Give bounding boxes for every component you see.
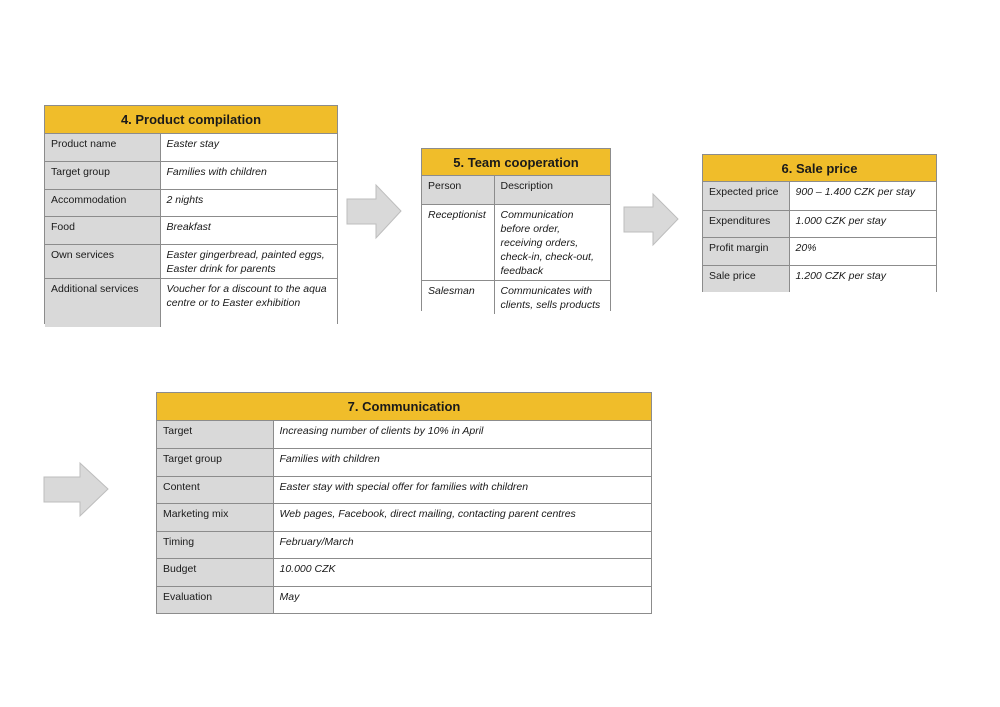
table-row <box>45 189 337 216</box>
table-row <box>157 476 651 503</box>
sale-price-table <box>703 182 936 292</box>
flow-arrow-icon <box>345 183 403 240</box>
row-value: Breakfast <box>160 216 337 244</box>
table-row <box>45 161 337 189</box>
table-row <box>45 134 337 161</box>
product-compilation-table <box>45 134 337 327</box>
row-value: 1.000 CZK per stay <box>789 210 936 237</box>
row-value: Web pages, Facebook, direct mailing, contacting parent centres <box>273 503 651 531</box>
table-row <box>422 280 610 314</box>
row-value: Easter stay with special offer for families with children <box>273 476 651 503</box>
row-label: Target group <box>45 161 160 189</box>
row-value: 20% <box>789 237 936 265</box>
table-row <box>45 244 337 278</box>
column-header-person: Person <box>422 176 494 204</box>
row-label: Expenditures <box>703 210 789 237</box>
row-label: Expected price <box>703 182 789 210</box>
row-label: Food <box>45 216 160 244</box>
table-row <box>45 216 337 244</box>
table-row <box>157 586 651 613</box>
product-compilation-box <box>44 105 338 324</box>
column-header-description: Description <box>494 176 610 204</box>
flow-arrow-icon <box>42 461 110 518</box>
row-person: Receptionist <box>422 204 494 280</box>
row-value: Increasing number of clients by 10% in April <box>273 421 651 448</box>
table-row <box>157 421 651 448</box>
row-label: Profit margin <box>703 237 789 265</box>
row-label: Timing <box>157 531 273 558</box>
table-row <box>703 265 936 292</box>
communication-box <box>156 392 652 614</box>
table-row <box>45 278 337 327</box>
row-value: Families with children <box>160 161 337 189</box>
row-label: Target group <box>157 448 273 476</box>
table-row <box>703 182 936 210</box>
row-value: Families with children <box>273 448 651 476</box>
communication-table <box>157 421 651 613</box>
sale-price-box <box>702 154 937 292</box>
row-value: 900 – 1.400 CZK per stay <box>789 182 936 210</box>
row-value: May <box>273 586 651 613</box>
row-label: Budget <box>157 558 273 586</box>
table-row <box>157 531 651 558</box>
row-value: Easter stay <box>160 134 337 161</box>
table-row <box>703 237 936 265</box>
flow-arrow-icon <box>622 192 680 247</box>
row-value: 2 nights <box>160 189 337 216</box>
row-value: February/March <box>273 531 651 558</box>
team-cooperation-table <box>422 176 610 314</box>
row-description: Communicates with clients, sells products <box>494 280 610 314</box>
row-value: Easter gingerbread, painted eggs, Easter drink for parents <box>160 244 337 278</box>
row-label: Evaluation <box>157 586 273 613</box>
table-row <box>157 503 651 531</box>
row-label: Sale price <box>703 265 789 292</box>
table-row <box>157 558 651 586</box>
table-row <box>703 210 936 237</box>
row-label: Accommodation <box>45 189 160 216</box>
table-row <box>157 448 651 476</box>
row-person: Salesman <box>422 280 494 314</box>
row-label: Additional services <box>45 278 160 327</box>
sale-price-title: 6. Sale price <box>703 155 936 182</box>
table-row <box>422 204 610 280</box>
communication-title: 7. Communication <box>157 393 651 421</box>
row-label: Target <box>157 421 273 448</box>
table-header-row <box>422 176 610 204</box>
row-description: Communication before order, receiving orders, check-in, check-out, feedback <box>494 204 610 280</box>
row-label: Own services <box>45 244 160 278</box>
product-compilation-title: 4. Product compilation <box>45 106 337 134</box>
row-value: 1.200 CZK per stay <box>789 265 936 292</box>
row-label: Content <box>157 476 273 503</box>
row-value: Voucher for a discount to the aqua centre or to Easter exhibition <box>160 278 337 327</box>
row-label: Product name <box>45 134 160 161</box>
row-value: 10.000 CZK <box>273 558 651 586</box>
row-label: Marketing mix <box>157 503 273 531</box>
team-cooperation-box <box>421 148 611 311</box>
team-cooperation-title: 5. Team cooperation <box>422 149 610 176</box>
